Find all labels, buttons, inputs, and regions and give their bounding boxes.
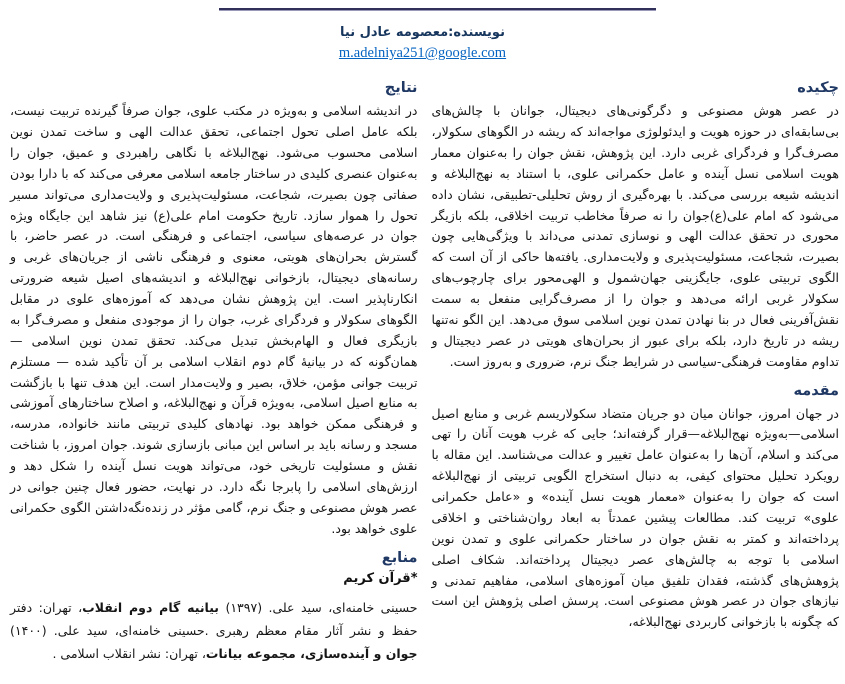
two-column-body (0, 80, 845, 665)
abstract-heading: چکیده (797, 80, 839, 97)
introduction-heading: مقدمه (793, 382, 839, 399)
results-paragraph: در اندیشه اسلامی و به‌ویژه در مکتب علوی، جوان صرفاً گیرنده تربیت نیست، بلکه عامل اصلی تحول اجتماعی، تحقق عدالت الهی و ساخت تمدن نوین اسلامی محسوب می‌شود. نهج‌البلاغه با نگاهی راهبردی و عمیق، جوان را به‌عنوان عنصری کلیدی در ساختار جامعه اسلامی معرفی می‌کند که با دارا بودن صفاتی چون بصیرت، شجاعت، مسئولیت‌پذیری و ولایت‌مداری می‌تواند مسیر تحول را هموار سازد. تاریخ حکومت امام علی(ع) نیز شاهد این جایگاه ویژه جوان در عرصه‌های سیاسی، اجتماعی و فرهنگی است. در عصر حاضر، با گسترش بحران‌های هویتی، معنوی و فرهنگی ناشی از جریان‌های غربی و رسانه‌های دیجیتال، بازخوانی نهج‌البلاغه و اندیشه‌های اصیل شیعه ضرورتی انکارناپذیر است. این پژوهش نشان می‌دهد که آموزه‌های علوی در مقابل الگوهای سکولار و فردگرای غرب، جوان را از موجودی منفعل و مصرف‌گرا به بازیگری فعال و الهام‌بخش تبدیل می‌کند. تحقق تمدن نوین اسلامی — همان‌گونه که در بیانیهٔ گام دوم انقلاب اسلامی بر آن تأکید شده — مستلزم تربیت جوانی مؤمن، خلاق، بصیر و ولایت‌مدار است. این هدف تنها با بازگشت به منابع اصیل اسلامی، به‌ویژه قرآن و نهج‌البلاغه، و اصلاح ساختارهای آموزشی و فرهنگی ممکن خواهد بود. نهادهای کلیدی تربیتی مانند خانواده، مدرسه، مسجد و رسانه باید بر اساس این مبانی بازسازی شوند. جوان امروز، با شناخت نقش و مسئولیت تاریخی خود، می‌تواند هویت نسل آینده را شکل دهد و ارزش‌های اسلامی را پابرجا نگه دارد. در نهایت، حضور فعال چنین جوانی در عصر هوش مصنوعی و جنگ نرم، گامی مؤثر در زنده‌نگه‌داشتن الگوی حکمرانی علوی خواهد بود. (10, 103, 418, 536)
abstract-column (432, 80, 840, 665)
header-divider-rule (219, 8, 656, 11)
author-email-link[interactable]: m.adelniya251@google.com (338, 45, 507, 62)
author-line: نویسنده:معصومه عادل نیا (340, 25, 505, 40)
results-heading: نتایج (384, 80, 418, 97)
abstract-paragraph: در عصر هوش مصنوعی و دگرگونی‌های دیجیتال، جوانان با چالش‌های بی‌سابقه‌ای در حوزه هویت و ایدئولوژی مواجه‌اند که ریشه در الگوهای سکولار، مصرف‌گرا و فردگرای غربی دارد. این پژوهش، نقش جوان را به‌عنوان معمار هویت اسلامی نسل آینده و عامل حکمرانی علوی، با استناد به نهج‌البلاغه و اندیشه شیعه بررسی می‌کند. با بهره‌گیری از روش تحلیلی-تطبیقی، نشان داده می‌شود که امام علی(ع)جوان را نه صرفاً مخاطب تربیت اخلاقی، بلکه بازیگر محوری در تحقق عدالت الهی و نوسازی تمدنی می‌داند با ویژگی‌هایی چون بصیرت، شجاعت، مسئولیت‌پذیری و ولایت‌مداری. یافته‌ها حاکی از آن است که الگوی تربیتی علوی، جایگزینی جهان‌شمول و الهی‌محور برای چارچوب‌های سکولار غربی ارائه می‌دهد و جوان را از مصرف‌گرایی منفعل به سمت نقش‌آفرینی فعال در بنا نهادن تمدن نوین اسلامی سوق می‌دهد. این الگو نه‌تنها ریشه در تاریخ دارد، بلکه برای عبور از بحران‌های هویتی در عصر دیجیتال و تداوم مقاومت فرهنگی-سیاسی در شرایط جنگ نرم، ضروری و به‌روز است. (431, 103, 839, 369)
results-column (10, 80, 418, 665)
introduction-paragraph: در جهان امروز، جوانان میان دو جریان متضاد سکولاریسم غربی و منابع اصیل اسلامی—به‌ویژه نهج‌البلاغه—قرار گرفته‌اند؛ جایی که غرب هویت آنان را تهی می‌کند و اسلام، آن‌ها را به‌عنوان عامل تغییر و عدالت می‌شناسد. این مقاله با رویکرد تحلیل محتوای کیفی، به دنبال استخراج الگویی تربیتی از نهج‌البلاغه است که جوان را به‌عنوان «معمار هویت نسل آینده» و «عامل حکمرانی علوی» تربیت کند. مطالعات پیشین عمدتاً به ابعاد روان‌شناختی و اخلاقی پرداخته‌اند و کمتر به نقش جوان در ساختار حکمرانی علوی و تمدن نوین اسلامی با توجه به چالش‌های عصر دیجیتال پرداخته‌اند. شکاف اصلی پژوهش‌های گذشته، فقدان تلفیق میان آموزه‌های اسلامی، مفاهیم تمدنی و نیازهای جوان در عصر هوش مصنوعی است. پرسش اصلی پژوهش این است که چگونه با بازخوانی کاربردی نهج‌البلاغه، (431, 405, 839, 630)
reference-entry-title-1: بیانیه گام دوم انقلاب (82, 599, 220, 615)
references-heading: منابع (381, 549, 418, 566)
reference-entry-publisher-2: ، تهران: نشر انقلاب اسلامی . (52, 645, 206, 661)
reference-entry-publisher-1: ، تهران: دفتر حفظ و نشر آثار مقام معظم رهبری .حسینی خامنه‌ای، سید علی. (۱۴۰۰) (10, 599, 418, 638)
reference-quran-item: *قرآن کریم (343, 570, 418, 586)
reference-entry (10, 596, 418, 665)
reference-entry-author-1: حسینی خامنه‌ای، سید علی. (۱۳۹۷) (219, 599, 418, 615)
reference-entry-title-2: جوان و آینده‌سازی، مجموعه بیانات (205, 645, 418, 661)
